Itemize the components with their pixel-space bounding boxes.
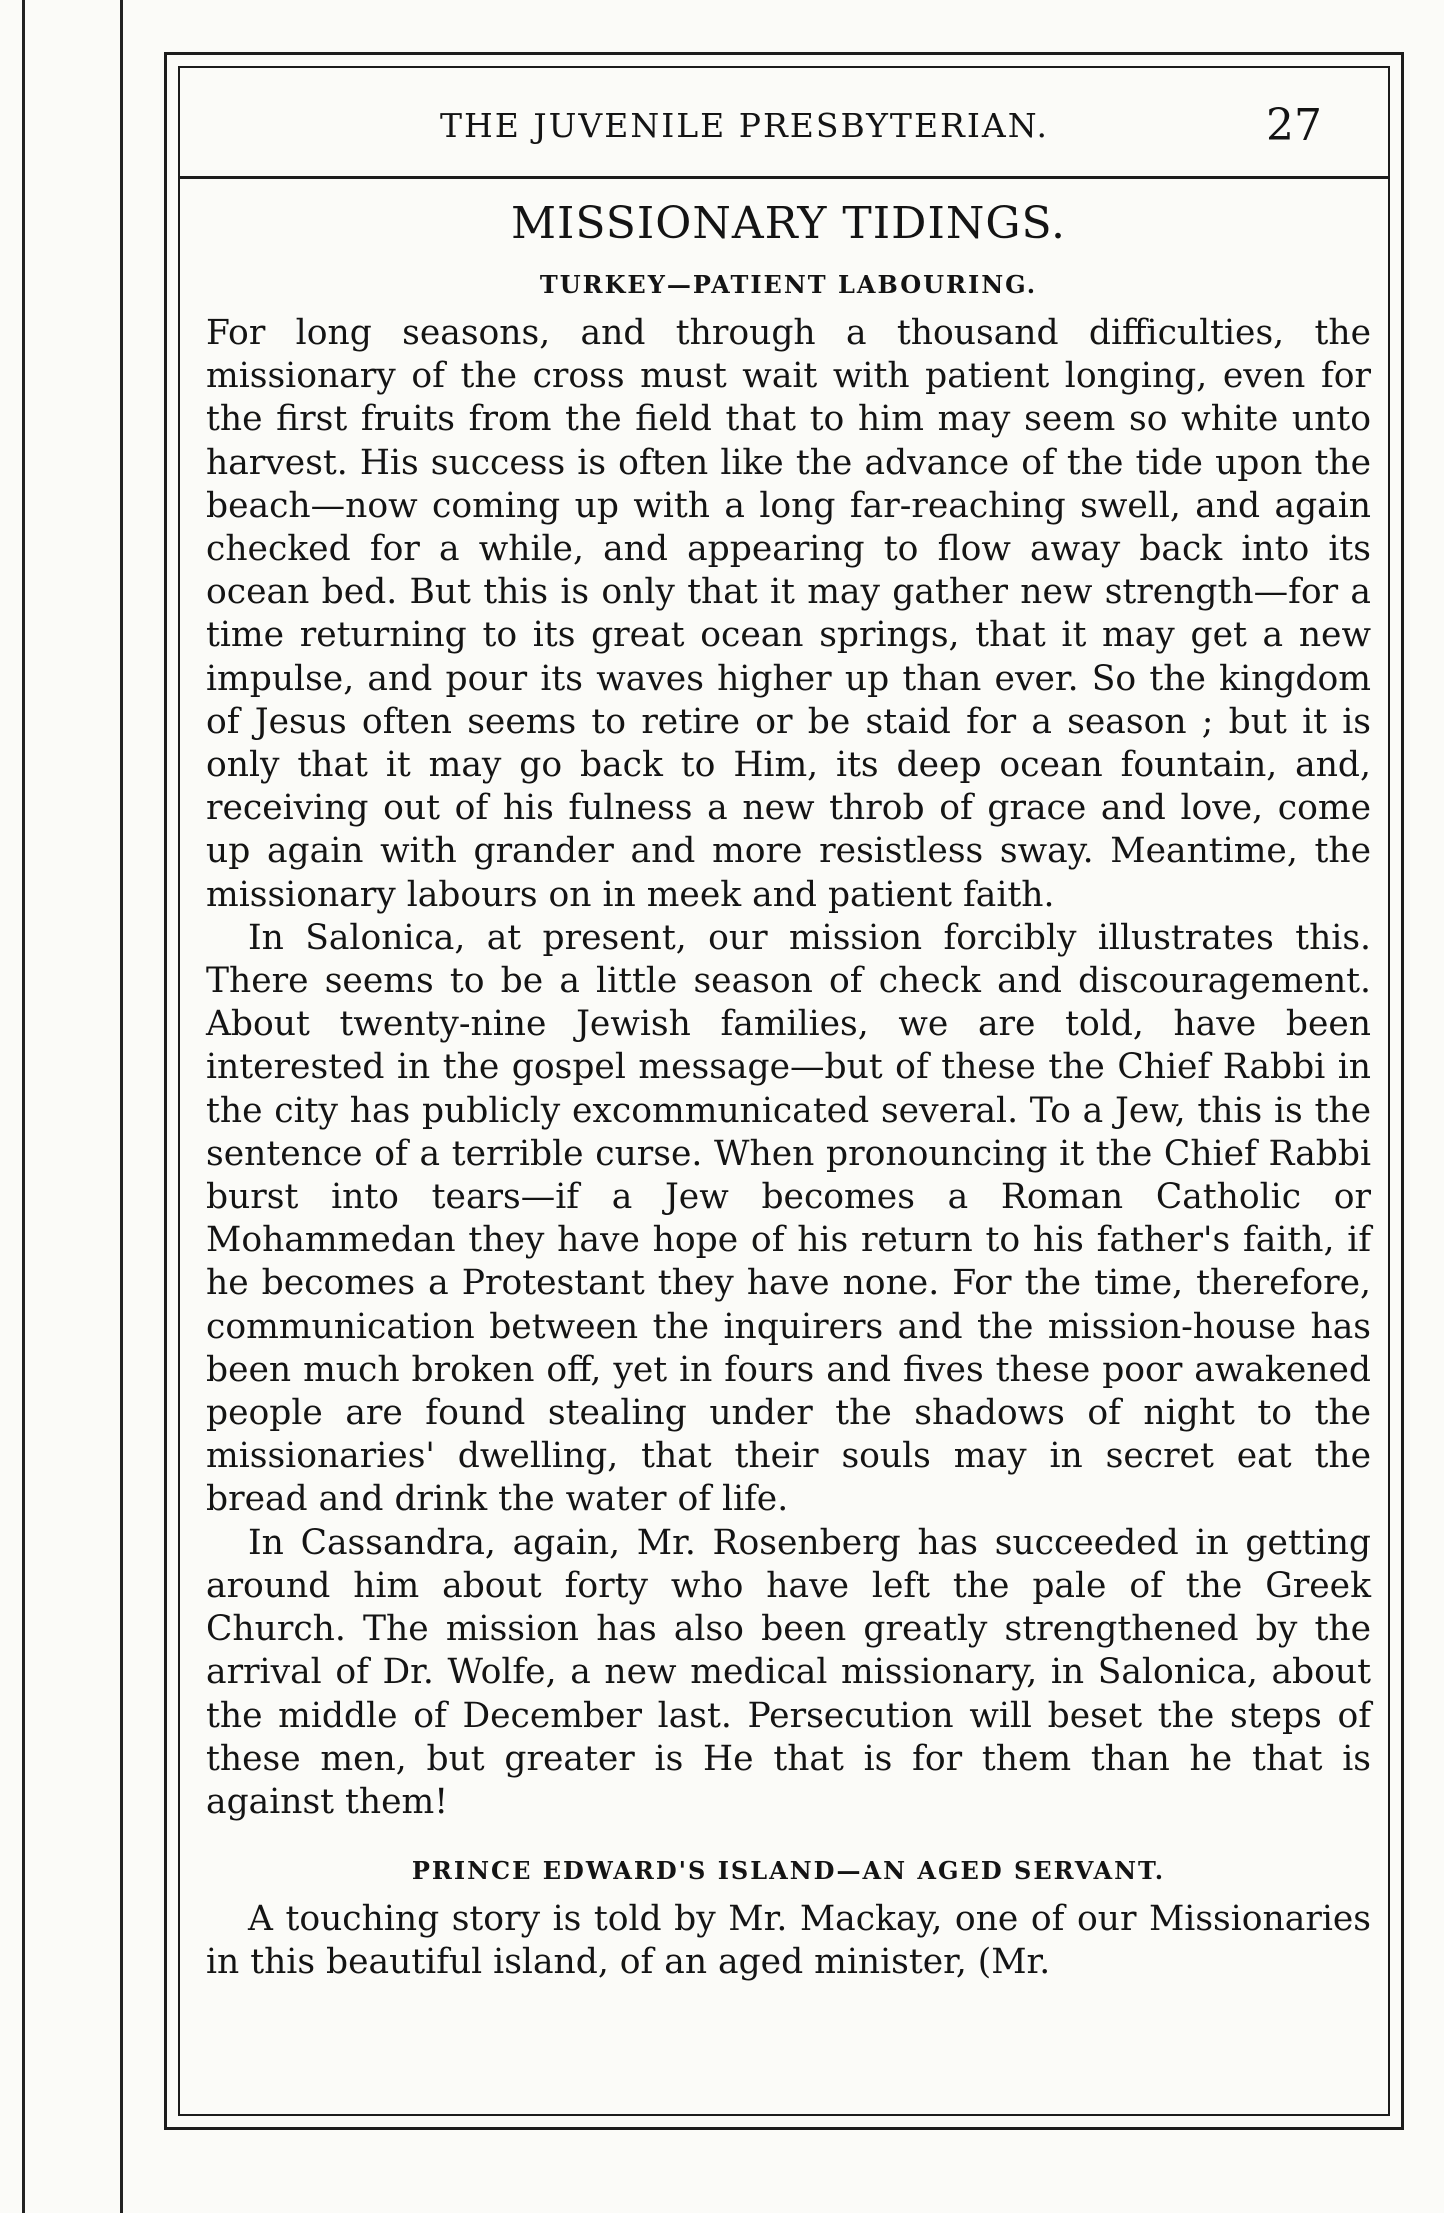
header-rule <box>180 176 1388 179</box>
page-number: 27 <box>1266 100 1322 151</box>
article-subhead: TURKEY—PATIENT LABOURING. <box>539 270 1038 299</box>
article-paragraph: In Cassandra, again, Mr. Rosenberg has succeeded in getting around him about forty who have left the pale of the Greek Church. The mission has also been greatly strengthened by the arrival of Dr. Wolfe, a new medical missionary, in Salonica, about the middle of December last. Persecution will beset the steps of these men, but greater is He that is for them than he that is against them! <box>206 1522 1371 1822</box>
article-prince-edwards-island <box>206 1844 1371 1984</box>
article-paragraph: For long seasons, and through a thousand difficulties, the missionary of the cross must wait with patient longing, even for the first fruits from the field that to him may seem so white unto harvest. His success is often like the advance of the tide upon the beach—now coming up with a long far-reaching swell, and again checked for a while, and appearing to flow away back into its ocean bed. But this is only that it may gather new strength—for a time returning to its great ocean springs, that it may get a new impulse, and pour its waves higher up than ever. So the kingdom of Jesus often seems to retire or be staid for a season ; but it is only that it may go back to Him, its deep ocean fountain, and, receiving out of his fulness a new throb of grace and love, come up again with grander and more resistless sway. Meantime, the missionary labours on in meek and patient faith. <box>206 313 1371 915</box>
section-title: MISSIONARY TIDINGS. <box>510 198 1067 249</box>
page-content <box>206 190 1371 1985</box>
running-title: THE JUVENILE PRESBYTERIAN. <box>440 106 1050 145</box>
binding-line-left <box>22 0 25 2213</box>
page-header <box>180 100 1388 172</box>
binding-line-right <box>120 0 123 2213</box>
article-paragraph: A touching story is told by Mr. Mackay, one of our Missionaries in this beautiful island, of an aged minister, (Mr. <box>206 1899 1371 1983</box>
article-subhead: PRINCE EDWARD'S ISLAND—AN AGED SERVANT. <box>411 1856 1166 1886</box>
article-paragraph: In Salonica, at present, our mission forcibly illustrates this. There seems to be a little season of check and discouragement. About twenty-nine Jewish families, we are told, have been interested in the gospel message—but of these the Chief Rabbi in the city has publicly excommunicated several. To a Jew, this is the sentence of a terrible curse. When pronouncing it the Chief Rabbi burst into tears—if a Jew becomes a Roman Catholic or Mohammedan they have hope of his return to his father's faith, if he becomes a Protestant they have none. For the time, therefore, communication between the inquirers and the mission-house has been much broken off, yet in fours and fives these poor awakened people are found stealing under the shadows of night to the missionaries' dwelling, that their souls may in secret eat the bread and drink the water of life. <box>206 917 1371 1520</box>
article-turkey <box>206 258 1371 1824</box>
